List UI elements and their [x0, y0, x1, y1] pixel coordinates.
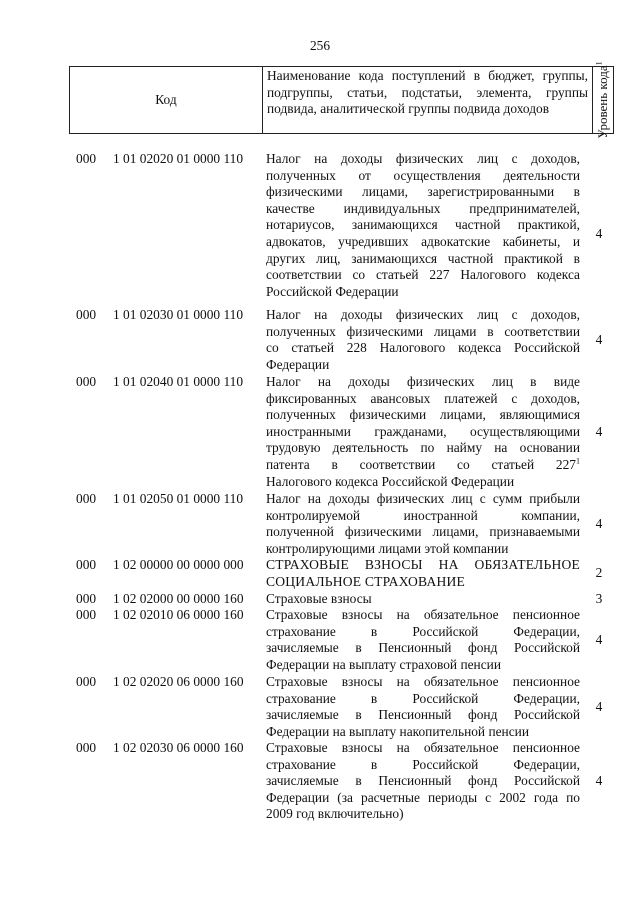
admin-code: 000 — [76, 607, 97, 622]
income-name-line: Федерации — [266, 356, 330, 372]
code-level: 4 — [595, 515, 603, 531]
admin-code: 000 — [76, 491, 97, 506]
code-level: 4 — [595, 225, 603, 241]
income-name-line: адвокатов, учредивших адвокатские кабинеты, и — [266, 233, 580, 249]
code-level: 4 — [595, 631, 603, 647]
income-name — [266, 674, 580, 740]
header-code: Код — [70, 67, 263, 133]
page-number: 256 — [309, 38, 331, 53]
income-code: 1 02 02010 06 0000 160 — [113, 607, 244, 622]
code-level: 4 — [595, 773, 603, 789]
header-name: Наименование кода поступлений в бюджет, группы, подгруппы, статьи, подстатьи, элемента, группы подвида, аналитической группы подвида доходов — [263, 67, 593, 133]
income-code: 1 01 02040 01 0000 110 — [113, 374, 244, 389]
income-code: 1 02 02030 06 0000 160 — [113, 740, 244, 755]
income-name — [266, 607, 580, 673]
income-name-line: фиксированных авансовых платежей с доходов, — [266, 390, 580, 406]
income-name-line: страхование в Российской Федерации, — [266, 690, 580, 706]
admin-code: 000 — [76, 151, 97, 166]
income-name-line: Федерации на выплату страховой пенсии — [266, 656, 501, 672]
income-name-line: соответствии со статьей 227 Налогового кодекса — [266, 267, 580, 283]
income-name-line: Налог на доходы физических лиц в виде — [266, 374, 580, 389]
income-name-line: зачисляемые в Пенсионный фонд Российской — [266, 707, 580, 723]
admin-code: 000 — [76, 591, 97, 606]
income-name-line: Федерации на выплату накопительной пенсии — [266, 723, 529, 739]
code-level: 4 — [595, 331, 603, 347]
income-name-line: Налог на доходы физических лиц с сумм прибыли — [266, 491, 580, 506]
income-code: 1 02 00000 00 0000 000 — [113, 557, 244, 572]
header-level — [593, 61, 613, 139]
income-name — [266, 307, 580, 373]
income-name — [266, 591, 580, 608]
income-name-line: страхование в Российской Федерации, — [266, 623, 580, 639]
income-name-line: других лиц, занимающихся частной практикой в — [266, 250, 580, 266]
income-name-line: контролирующими лицами этой компании — [266, 540, 509, 556]
income-name — [266, 740, 580, 823]
income-name — [266, 374, 580, 490]
income-name-line: физическими лицами, зарегистрированными в — [266, 184, 580, 200]
income-name-line: Федерации (за расчетные периоды с 2002 года по — [266, 789, 580, 805]
income-name — [266, 151, 580, 300]
admin-code: 000 — [76, 374, 97, 389]
code-level: 4 — [595, 423, 603, 439]
income-name-line: Страховые взносы на обязательное пенсионное — [266, 674, 580, 689]
header-level-footnote: 1 — [594, 61, 604, 66]
admin-code: 000 — [76, 740, 97, 755]
income-name-line: зачисляемые в Пенсионный фонд Российской — [266, 773, 580, 789]
income-name-line: Страховые взносы — [266, 591, 372, 606]
income-code: 1 01 02050 01 0000 110 — [113, 491, 244, 506]
income-code: 1 01 02020 01 0000 110 — [113, 151, 244, 166]
income-name-line: Налог на доходы физических лиц с доходов, — [266, 307, 580, 322]
income-code: 1 01 02030 01 0000 110 — [113, 307, 244, 322]
income-name-line: контролируемой иностранной компании, — [266, 507, 580, 523]
income-name-line: полученных от осуществления деятельности — [266, 167, 580, 183]
income-name-line: полученных физическими лицами в соответствии — [266, 323, 580, 339]
income-name-line: Налог на доходы физических лиц с доходов, — [266, 151, 580, 166]
income-name-line: 2009 год включительно) — [266, 806, 404, 822]
income-name-line: иностранными гражданами, осуществляющими — [266, 423, 580, 439]
income-name-line: качестве индивидуальных предпринимателей, — [266, 200, 580, 216]
income-name-line: нотариусов, занимающихся частной практикой, — [266, 217, 580, 233]
income-name-line: СТРАХОВЫЕ ВЗНОСЫ НА ОБЯЗАТЕЛЬНОЕ — [266, 557, 580, 572]
table-header — [69, 61, 614, 139]
admin-code: 000 — [76, 557, 97, 572]
income-name-line: со статьей 228 Налогового кодекса Российской — [266, 340, 580, 356]
income-name-line: полученных физическими лицами, являющимися — [266, 407, 580, 423]
income-name — [266, 491, 580, 557]
admin-code: 000 — [76, 674, 97, 689]
income-name-line: зачисляемые в Пенсионный фонд Российской — [266, 640, 580, 656]
income-name-line: Российской Федерации — [266, 283, 399, 299]
income-code: 1 02 02020 06 0000 160 — [113, 674, 244, 689]
income-name-line: патента в соответствии со статьей $227^1$ — [266, 456, 580, 472]
code-level: 3 — [595, 591, 603, 606]
admin-code: 000 — [76, 307, 97, 322]
income-code: 1 02 02000 00 0000 160 — [113, 591, 244, 606]
income-name-line: Налогового кодекса Российской Федерации — [266, 473, 515, 489]
income-name-line: Страховые взносы на обязательное пенсионное — [266, 740, 580, 755]
footnote-marker: 1 — [576, 456, 580, 466]
code-level: 2 — [595, 565, 603, 581]
income-name — [266, 557, 580, 590]
income-name-line: Страховые взносы на обязательное пенсионное — [266, 607, 580, 622]
income-name-line: СОЦИАЛЬНОЕ СТРАХОВАНИЕ — [266, 573, 466, 589]
income-name-line: страхование в Российской Федерации, — [266, 756, 580, 772]
income-name-line: трудовую деятельность по найму на основании — [266, 440, 580, 456]
income-name-line: полученной физическими лицами, признаваемыми — [266, 524, 580, 540]
code-level: 4 — [595, 698, 603, 714]
header-level-label: Уровень кода$^1$ — [594, 61, 610, 139]
